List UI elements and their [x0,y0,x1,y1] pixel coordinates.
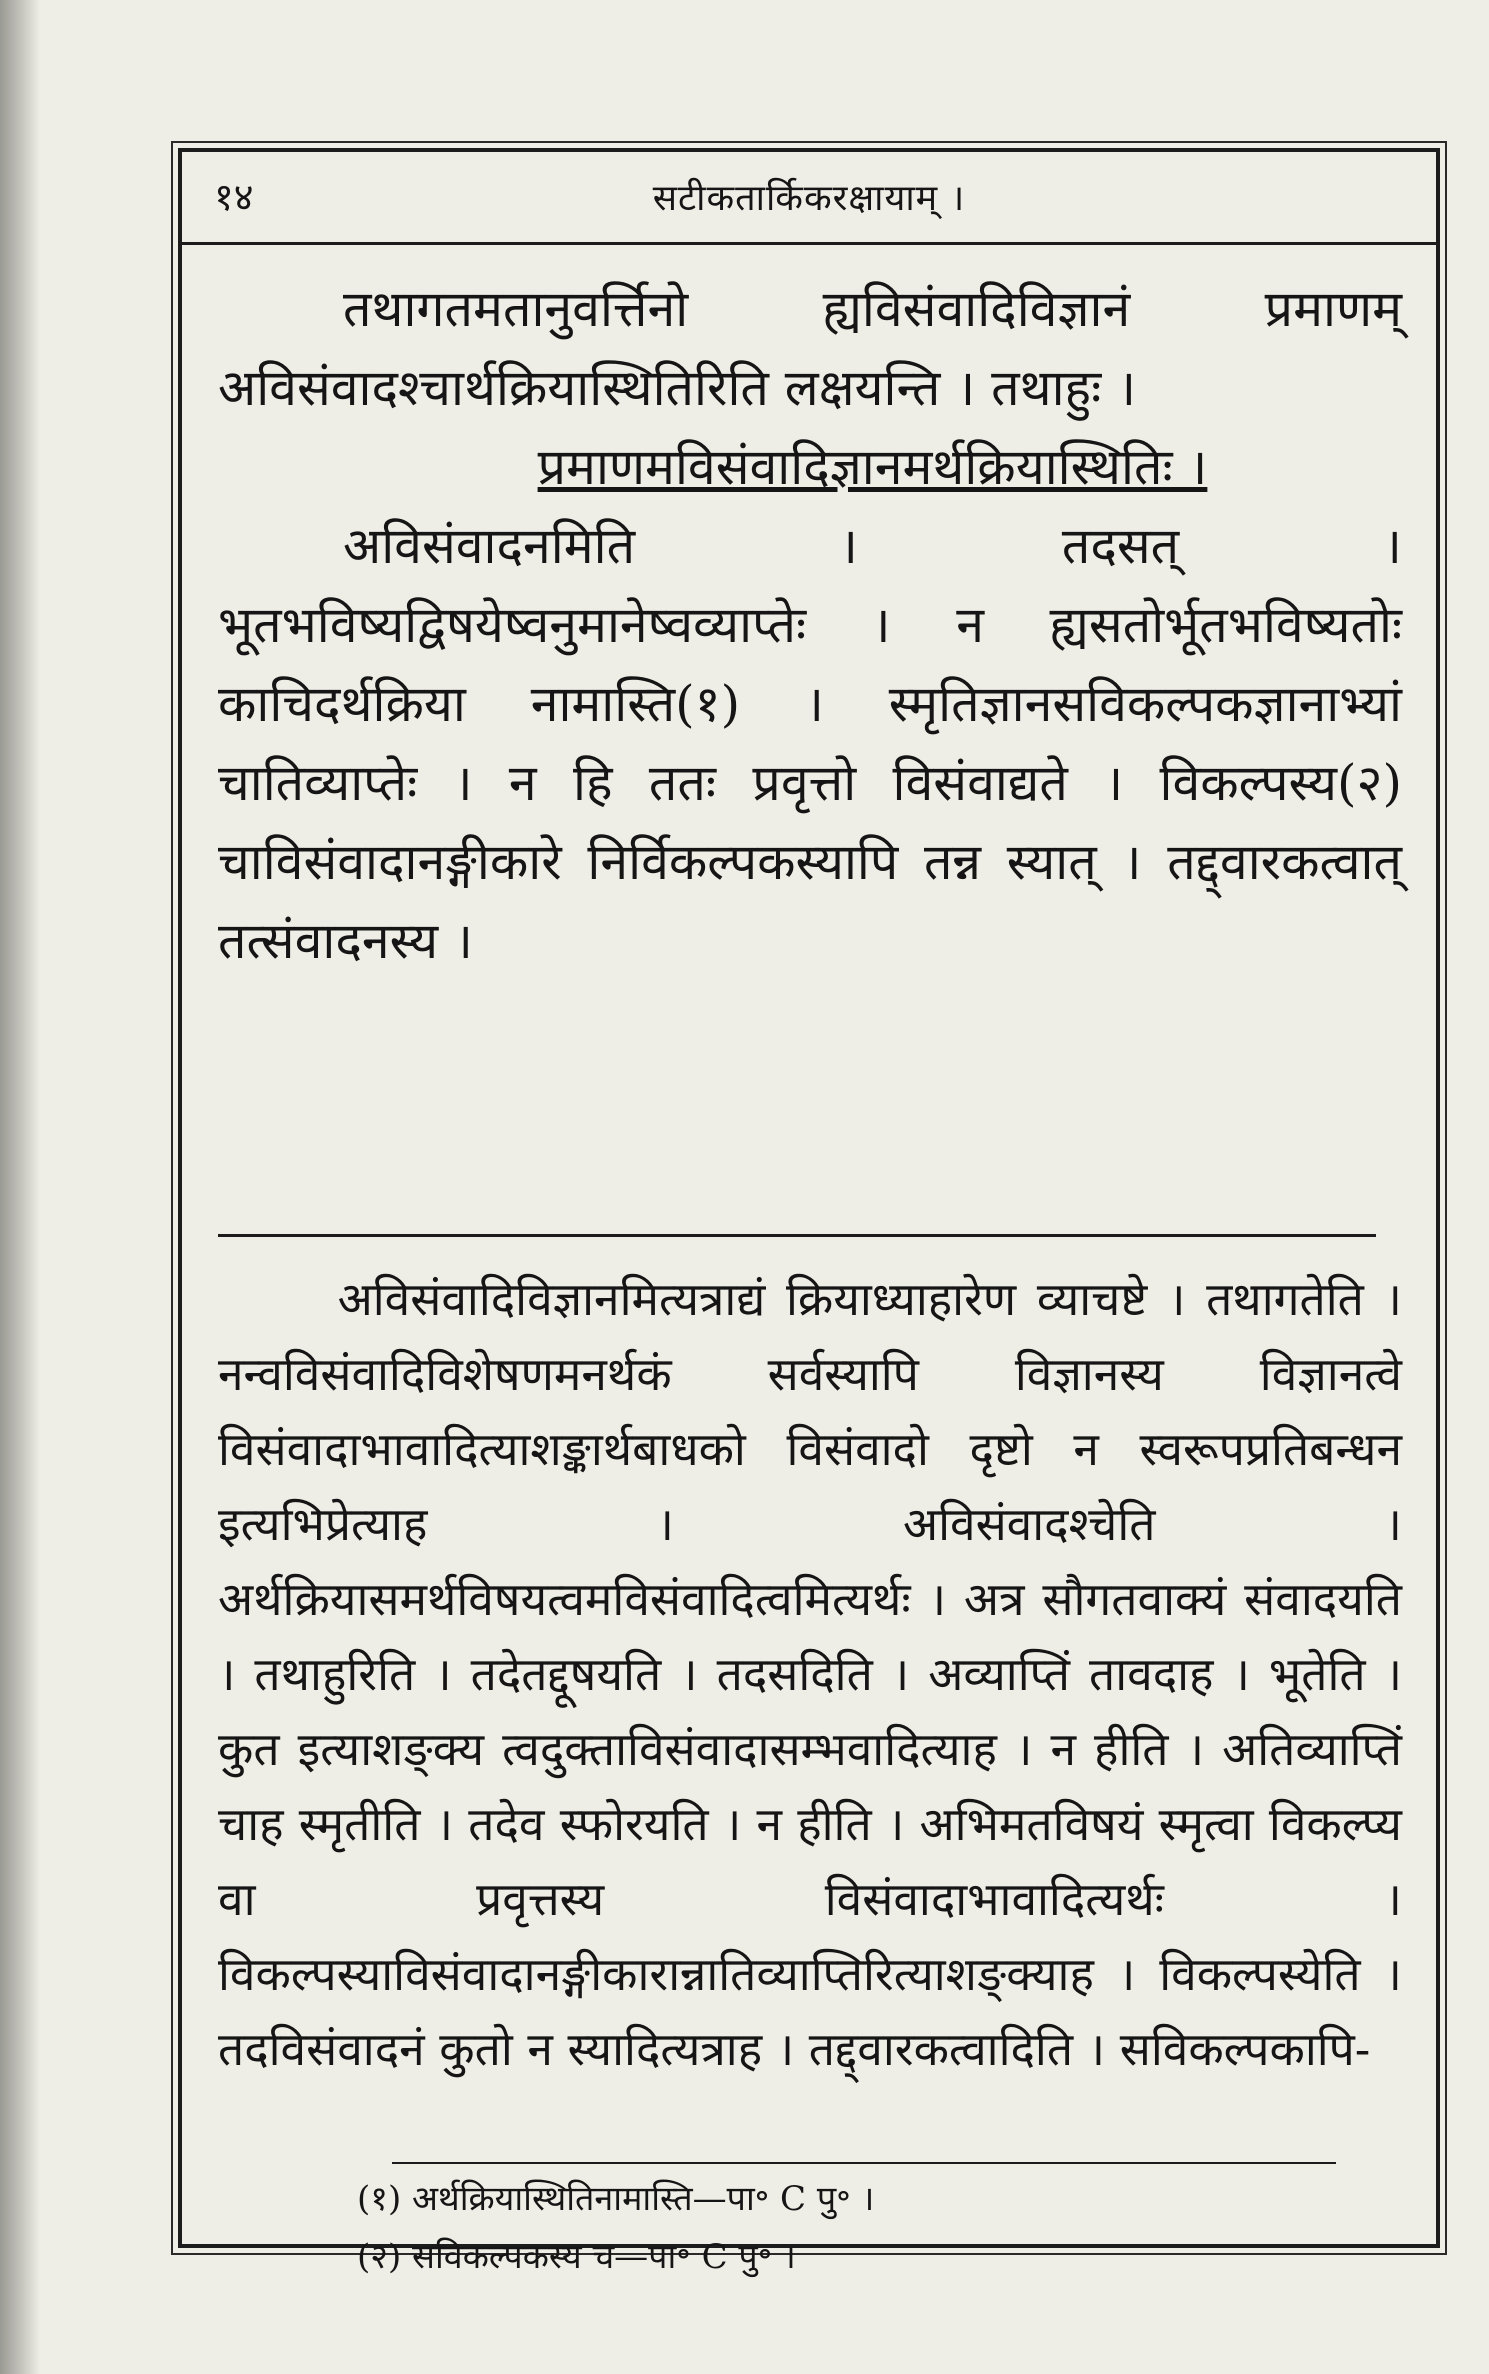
text-commentary-divider [218,1234,1376,1237]
footnotes [357,2170,1376,2286]
commentary-paragraph: अविसंवादिविज्ञानमित्यत्राद्यं क्रियाध्याहारेण व्याचष्टे । तथागतेति । नन्वविसंवादिविशेषणमनर्थकं सर्वस्यापि विज्ञानस्य विज्ञानत्वे विसंवादाभावादित्याशङ्कार्थबाधको विसंवादो दृष्टो न स्वरूपप्रतिबन्धन इत्यभिप्रेत्याह । अविसंवादश्चेति । अर्थक्रियासमर्थविषयत्वमविसंवादित्वमित्यर्थः । अत्र सौगतवाक्यं संवादयति । तथाहुरिति । तदेतद्दूषयति । तदसदिति । अव्याप्तिं तावदाह । भूतेति । कुत इत्याशङ्क्य त्वदुक्ताविसंवादासम्भवादित्याह । न हीति । अतिव्याप्तिं चाह स्मृतीति । तदेव स्फोरयति । न हीति । अभिमतविषयं स्मृत्वा विकल्प्य वा प्रवृत्तस्य विसंवादाभावादित्यर्थः । विकल्पस्याविसंवादानङ्गीकारान्नातिव्याप्तिरित्याशङ्क्याह । विकल्पस्येति । तदविसंवादनं कुतो न स्यादित्यत्राह । तद्द्वारकत्वादिति । सविकल्पकापि- [218,1272,1402,2076]
page-header [182,152,1436,245]
footnote-1: (१) अर्थक्रियास्थितिनामास्ति—पा॰ C पु॰ । [357,2179,875,2219]
verse-line: प्रमाणमविसंवादिज्ञानमर्थक्रियास्थितिः । [537,438,1208,496]
main-text [218,270,1402,981]
commentary [218,1262,1402,2087]
page-frame [178,148,1440,2277]
binding-shadow [0,0,40,2374]
main-paragraph-2: अविसंवादनमिति । तदसत् । भूतभविष्यद्विषयेष्वनुमानेष्वव्याप्तेः । न ह्यसतोर्भूतभविष्यतोः काचिदर्थक्रिया नामास्ति(१) । स्मृतिज्ञानसविकल्पकज्ञानाभ्यां चातिव्याप्तेः । न हि ततः प्रवृत्तो विसंवाद्यते । विकल्पस्य(२) चाविसंवादानङ्गीकारे निर्विकल्पकस्यापि तन्न स्यात् । तद्द्वारकत्वात् तत्संवादनस्य । [218,517,1402,970]
page-number: १४ [214,175,254,219]
footnote-divider [392,2162,1336,2164]
main-paragraph-1: तथागतमतानुवर्त्तिनो ह्यविसंवादिविज्ञानं प्रमाणम् अविसंवादश्चार्थक्रियास्थितिरिति लक्षयन्ति । तथाहुः । [218,280,1402,417]
footnote-2: (२) सविकल्पकस्य च—पा॰ C पु॰ । [357,2237,796,2277]
running-title: सटीकतार्किकरक्षायाम् । [652,178,966,219]
